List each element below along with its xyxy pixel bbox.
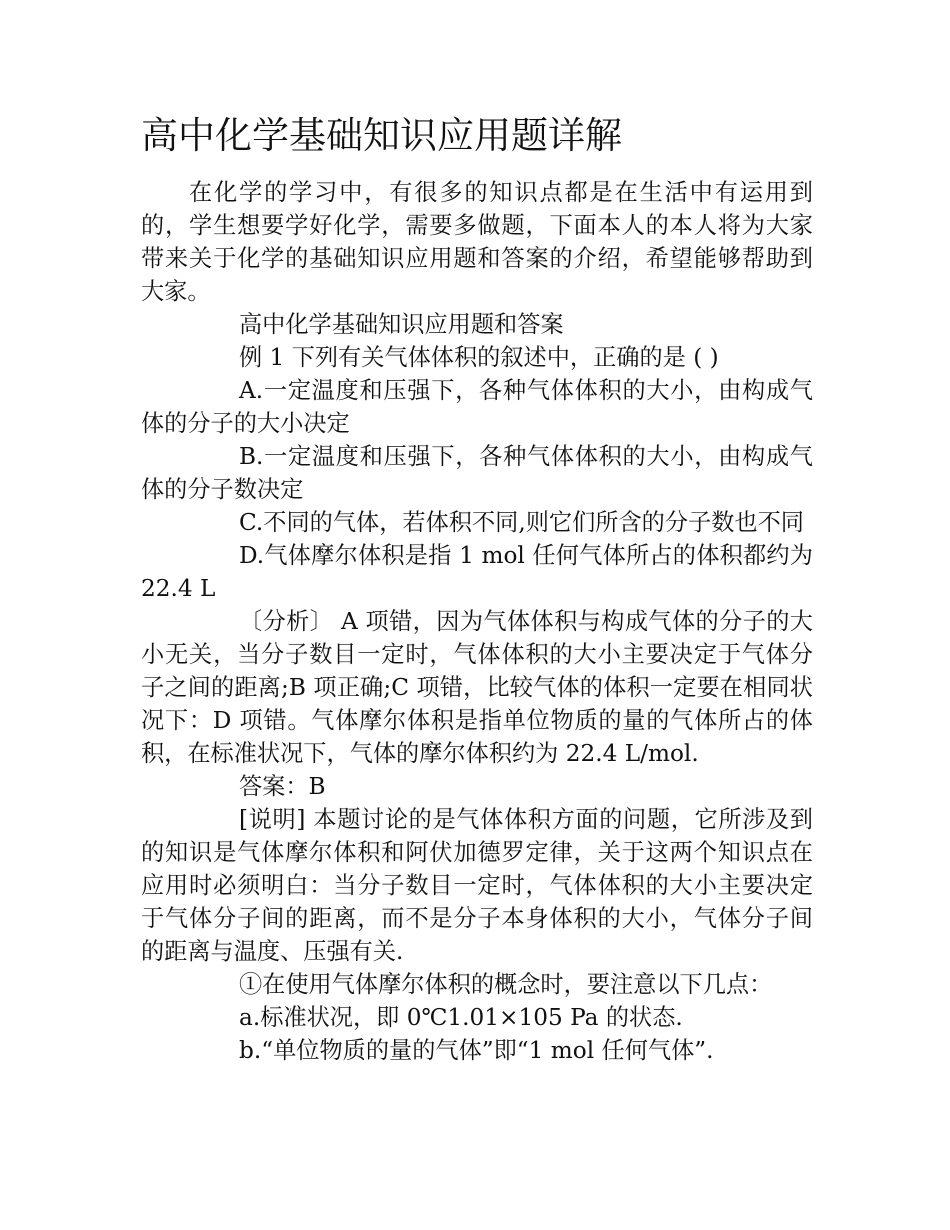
analysis-paragraph: 〔分析〕 A 项错，因为气体体积与构成气体的分子的大小无关，当分子数目一定时，气体体积的大小主要决定于气体分子之间的距离;B 项正确;C 项错，比较气体的体积一定要在相同状况下：D 项错。气体摩尔体积是指单位物质的量的气体所占的体积，在标准状况下，气体的摩尔体积约为 22.4 L/mol. <box>141 608 813 767</box>
explanation-paragraph: [说明] 本题讨论的是气体体积方面的问题，它所涉及到的知识是气体摩尔体积和阿伏加德罗定律，关于这两个知识点在应用时必须明白：当分子数目一定时，气体体积的大小主要决定于气体分子间的距离，而不是分子本身体积的大小，气体分子间的距离与温度、压强有关. <box>141 806 813 965</box>
option-a: A.一定温度和压强下，各种气体体积的大小，由构成气体的分子的大小决定 <box>141 377 813 437</box>
option-b: B.一定温度和压强下，各种气体体积的大小，由构成气体的分子数决定 <box>141 443 813 503</box>
intro-paragraph: 在化学的学习中，有很多的知识点都是在生活中有运用到的，学生想要学好化学，需要多做题，下面本人的本人将为大家带来关于化学的基础知识应用题和答案的介绍，希望能够帮助到大家。 <box>141 179 813 305</box>
option-d: D.气体摩尔体积是指 1 mol 任何气体所占的体积都约为 22.4 L <box>141 542 813 602</box>
option-c: C.不同的气体，若体积不同,则它们所含的分子数也不同 <box>239 509 804 536</box>
answer-line: 答案：B <box>239 773 326 800</box>
document-body <box>141 176 813 1067</box>
note-item-b: b.“单位物质的量的气体”即“1 mol 任何气体”. <box>239 1037 714 1064</box>
section-heading: 高中化学基础知识应用题和答案 <box>239 311 564 338</box>
question-stem: 例 1 下列有关气体体积的叙述中，正确的是 ( ) <box>239 344 719 371</box>
note-heading: ①在使用气体摩尔体积的概念时，要注意以下几点： <box>239 971 773 998</box>
document-title: 高中化学基础知识应用题详解 <box>141 114 622 157</box>
note-item-a: a.标准状况，即 0℃1.01×105 Pa 的状态. <box>239 1004 683 1031</box>
